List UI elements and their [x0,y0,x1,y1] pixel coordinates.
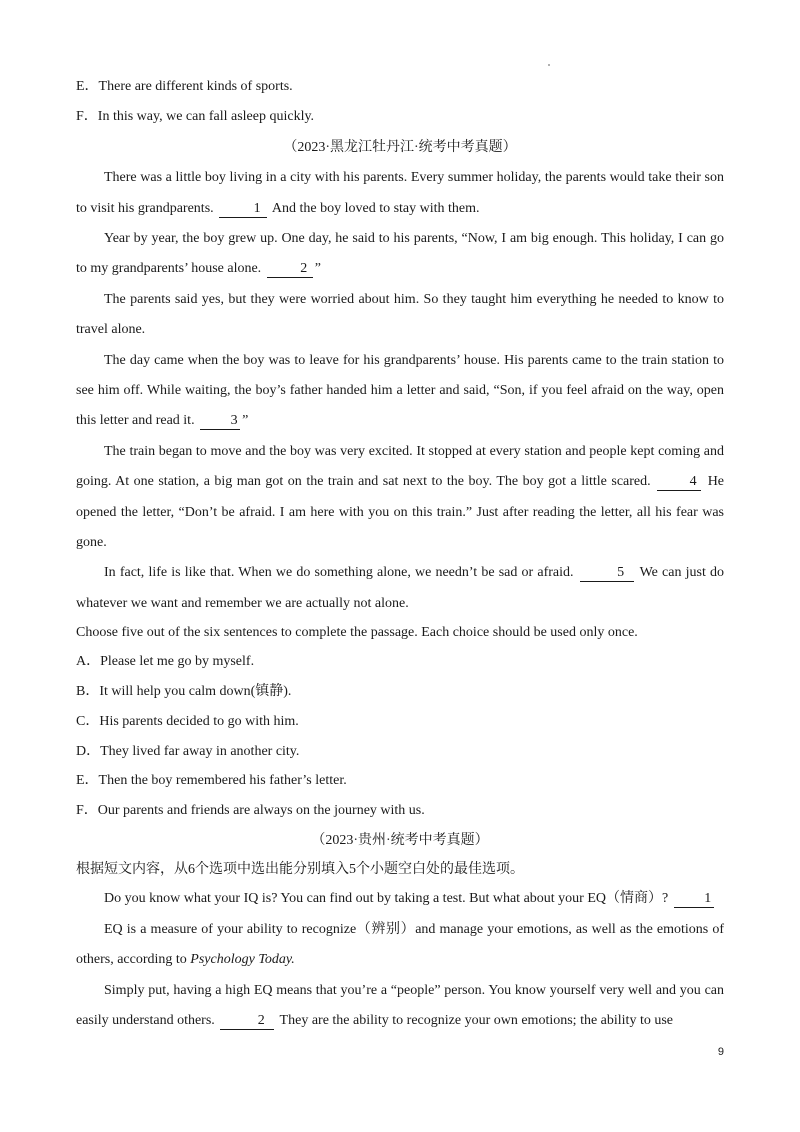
passage1-paragraph-6: In fact, life is like that. When we do something alone, we needn’t be sad or afraid. 5 We can just do whatever we want and remember we are actually not alone. [76,565,724,611]
passage1-paragraph-5: The train began to move and the boy was very excited. It stopped at every station and people kept coming and going. At one station, a big man got on the train and sat next to the boy. The boy got a little scared. 4 He opened the letter, “Don’t be afraid. I am here with you on this train.” Just after reading the letter, all his fear was gone. [76,443,725,551]
option-e: E．Then the boy remembered his father’s letter. [76,773,347,789]
blank-p2-1[interactable]: 1 [674,891,714,908]
passage1-source: （2023·黑龙江牡丹江·统考中考真题） [283,139,517,155]
option-b: B．It will help you calm down(镇静). [76,684,292,700]
blank-2[interactable]: 2 [267,261,313,278]
passage2-paragraph-2: EQ is a measure of your ability to recognize（辨别）and manage your emotions, as well as the emotions of others, according to Psychology Today. [76,921,724,968]
passage1-paragraph-2: Year by year, the boy grew up. One day, he said to his parents, “Now, I am big enough. This holiday, I can go to my grandparents’ house alone. 2 ” [76,230,724,277]
option-d: D．They lived far away in another city. [76,743,300,759]
passage2-instruction: 根据短文内容，从6个选项中选出能分别填入5个小题空白处的最佳选项。 [76,862,524,878]
passage1-paragraph-3: The parents said yes, but they were worried about him. So they taught him everything he needed to know to travel alone. [76,291,724,338]
blank-4[interactable]: 4 [657,474,701,491]
option-f: F．Our parents and friends are always on the journey with us. [76,803,425,819]
stray-mark [548,64,550,66]
option-e-previous: E．There are different kinds of sports. [76,79,293,94]
passage2-paragraph-3: Simply put, having a high EQ means that you’re a “people” person. You know yourself very well and you can easily understand others. 2 They are the ability to recognize your own emotions; the ability to use [76,982,724,1029]
blank-1[interactable]: 1 [219,201,267,218]
passage1-paragraph-1: There was a little boy living in a city with his parents. Every summer holiday, the parents would take their son to visit his grandparents. 1 And the boy loved to stay with them. [76,170,724,216]
document-page [76,72,724,1036]
blank-p2-2[interactable]: 2 [220,1013,274,1030]
blank-5[interactable]: 5 [580,565,634,582]
passage1-instruction: Choose five out of the six sentences to complete the passage. Each choice should be used only once. [76,625,638,641]
passage2-paragraph-1: Do you know what your IQ is? You can find out by taking a test. But what about your EQ（情商）? 1 [76,884,724,914]
option-c: C．His parents decided to go with him. [76,713,299,729]
page-number: 9 [717,1046,724,1058]
magazine-title: Psychology Today. [190,952,295,968]
passage1-paragraph-4: The day came when the boy was to leave for his grandparents’ house. His parents came to the train station to see him off. While waiting, the boy’s father handed him a letter and said, “Son, if you feel afraid on the way, open this letter and read it. 3 ” [76,352,724,429]
passage2-source: （2023·贵州·统考中考真题） [311,833,489,849]
blank-3[interactable]: 3 [200,413,240,430]
option-a: A．Please let me go by myself. [76,654,255,670]
option-f-previous: F．In this way, we can fall asleep quickly. [76,109,315,125]
